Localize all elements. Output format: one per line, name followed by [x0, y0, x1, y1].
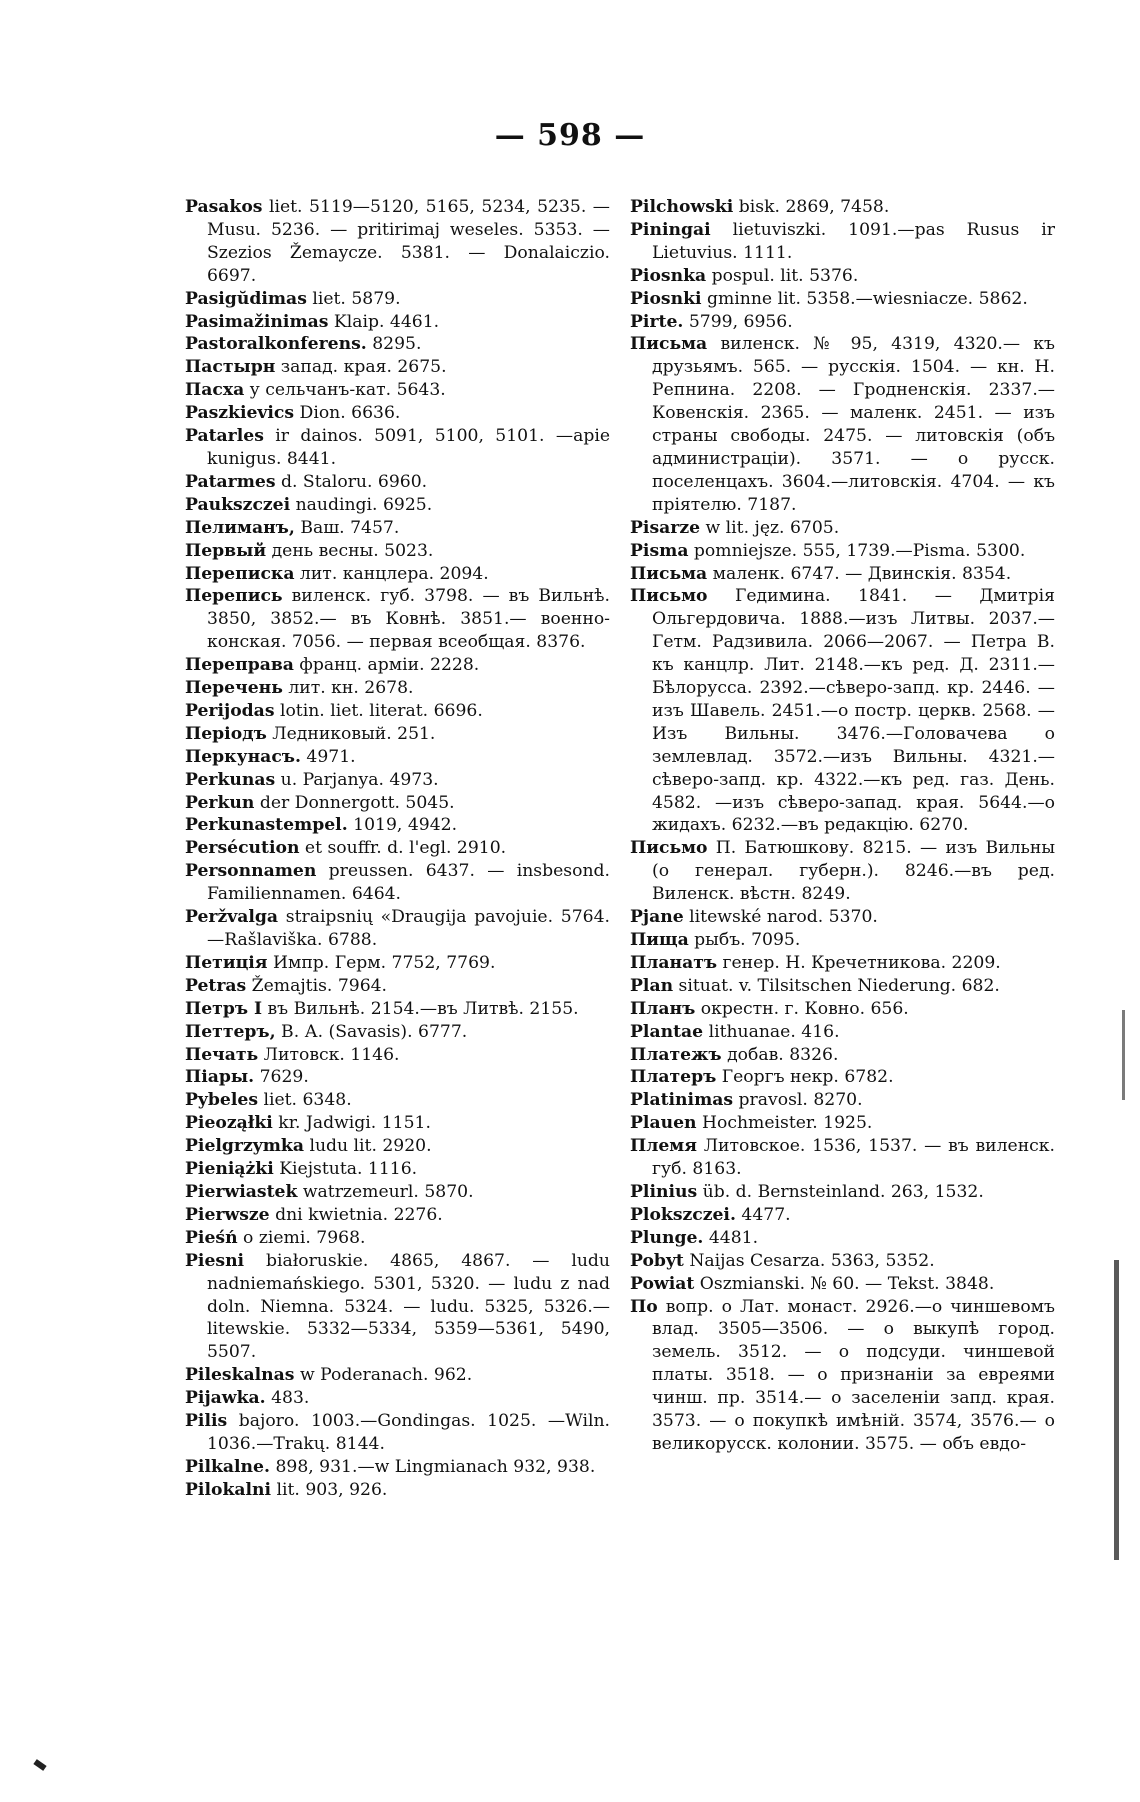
entry-references: d. Staloru. 6960.	[275, 471, 428, 492]
entry-heading: Peržvalga	[185, 907, 279, 928]
index-entry	[630, 585, 1055, 837]
entry-heading: Perkun	[185, 792, 255, 813]
index-entry	[630, 1204, 1055, 1227]
entry-heading: Petras	[185, 975, 247, 996]
index-entry	[185, 585, 610, 654]
entry-references: добав. 8326.	[721, 1044, 839, 1065]
entry-references: bajoro. 1003.—Gondingas. 1025. —Wiln. 1036.—Trakų. 8144.	[207, 1411, 610, 1454]
index-entry	[630, 1112, 1055, 1135]
index-entry	[185, 1112, 610, 1135]
entry-references: лит. кн. 2678.	[282, 678, 414, 699]
entry-heading: Pileskalnas	[185, 1365, 295, 1386]
entry-references: 4481.	[703, 1227, 759, 1248]
entry-references: üb. d. Bernsteinland. 263, 1532.	[697, 1181, 984, 1202]
entry-heading: Plantae	[630, 1021, 704, 1042]
entry-references: Oszmianski. № 60. — Tekst. 3848.	[694, 1273, 995, 1294]
entry-references: въ Вильнѣ. 2154.—въ Литвѣ. 2155.	[262, 998, 579, 1019]
index-entry	[185, 677, 610, 700]
entry-references: лит. канцлера. 2094.	[294, 563, 489, 584]
entry-references: situat. v. Tilsitschen Niederung. 682.	[673, 975, 1000, 996]
index-entry	[630, 1227, 1055, 1250]
entry-heading: Платеръ	[630, 1067, 717, 1088]
entry-references: pospul. lit. 5376.	[706, 265, 859, 286]
entry-references: białoruskie. 4865, 4867. — ludu nadniemańskiego. 5301, 5320. — ludu z nad doln. Niemna. 5324. — ludu. 5325, 5326.—litewskie. 5332—5334, 5359—5361, 5490, 5507.	[207, 1250, 610, 1363]
index-entry	[185, 288, 610, 311]
entry-references: виленск. губ. 3798. — въ Вильнѣ. 3850, 3852.— въ Ковнѣ. 3851.— военно-конская. 7056. — первая всеобщая. 8376.	[207, 586, 610, 653]
entry-heading: Петиція	[185, 952, 268, 973]
index-entry	[630, 1066, 1055, 1089]
entry-references: lit. 903, 926.	[271, 1479, 388, 1500]
index-entry	[185, 1021, 610, 1044]
entry-heading: Pasimažinimas	[185, 311, 329, 332]
index-entry	[630, 333, 1055, 516]
index-column-left	[185, 196, 610, 1502]
entry-references: pravosl. 8270.	[733, 1090, 863, 1111]
entry-heading: Persécution	[185, 838, 300, 859]
index-entry	[185, 517, 610, 540]
entry-references: Литовское. 1536, 1537. — въ виленск. губ. 8163.	[652, 1136, 1055, 1180]
index-entry	[185, 975, 610, 998]
entry-heading: Перкунасъ.	[185, 746, 301, 767]
index-entry	[630, 1296, 1055, 1456]
index-entry	[185, 196, 610, 288]
index-entry	[630, 906, 1055, 929]
entry-references: straipsnių «Draugija pavojuie. 5764.—Rašlaviška. 6788.	[207, 907, 610, 950]
index-entry	[185, 746, 610, 769]
entry-heading: Pasakos	[185, 197, 263, 217]
entry-references: Георгъ некр. 6782.	[716, 1067, 894, 1088]
entry-heading: Pobyt	[630, 1250, 684, 1271]
index-column-right	[630, 196, 1055, 1456]
scan-edge-mark	[1122, 1010, 1125, 1100]
index-entry	[630, 1021, 1055, 1044]
entry-heading: Paukszczei	[185, 494, 291, 515]
index-entry	[630, 311, 1055, 334]
entry-references: Žemajtis. 7964.	[246, 975, 388, 996]
index-entry	[185, 311, 610, 334]
index-entry	[185, 471, 610, 494]
entry-references: Hochmeister. 1925.	[696, 1113, 873, 1134]
entry-references: виленск. № 95, 4319, 4320.— къ друзьямъ. 565. — русскія. 1504. — кн. Н. Репнина. 2208. — Гродненскія. 2337.—Ковенскія. 2365. — маленк. 2451. — изъ страны свободы. 2475. — литовскія (объ администраціи). 3571. — о русск. поселенцахъ. 3604.—литовскія. 4704. — къ пріятелю. 7187.	[652, 334, 1055, 515]
index-entry	[185, 425, 610, 471]
index-entry	[630, 288, 1055, 311]
index-entry	[185, 356, 610, 379]
entry-heading: Pijawka.	[185, 1388, 266, 1409]
entry-heading: Powiat	[630, 1273, 695, 1294]
entry-references: lithuanae. 416.	[703, 1021, 840, 1042]
entry-references: bisk. 2869, 7458.	[733, 197, 890, 217]
index-entry	[185, 769, 610, 792]
entry-references: ir dainos. 5091, 5100, 5101. —apie kunigus. 8441.	[207, 426, 610, 469]
index-entry	[630, 219, 1055, 265]
entry-heading: Письма	[630, 334, 708, 355]
index-entry	[630, 1273, 1055, 1296]
entry-heading: Pieśń	[185, 1227, 238, 1248]
entry-references: В. А. (Savasis). 6777.	[275, 1021, 468, 1042]
entry-heading: Pielgrzymka	[185, 1136, 304, 1157]
entry-references: Klaip. 4461.	[328, 311, 440, 332]
entry-references: у сельчанъ-кат. 5643.	[244, 380, 446, 401]
index-entry	[630, 837, 1055, 906]
index-entry	[630, 517, 1055, 540]
entry-heading: Планъ	[630, 998, 696, 1019]
index-entry	[185, 1479, 610, 1502]
index-entry	[185, 1089, 610, 1112]
index-entry	[185, 540, 610, 563]
entry-heading: Pilchowski	[630, 197, 734, 217]
entry-heading: Piesni	[185, 1250, 245, 1271]
entry-references: 4971.	[300, 746, 356, 767]
index-entry	[630, 1250, 1055, 1273]
entry-heading: Pieoząłki	[185, 1113, 273, 1134]
entry-references: litewské narod. 5370.	[683, 907, 878, 928]
entry-references: Ваш. 7457.	[294, 517, 400, 538]
entry-references: naudingi. 6925.	[290, 494, 433, 515]
index-entry	[630, 1135, 1055, 1181]
index-entry	[185, 952, 610, 975]
entry-heading: Pastoralkonferens.	[185, 334, 367, 355]
index-entry	[185, 998, 610, 1021]
index-entry	[630, 540, 1055, 563]
entry-references: Импр. Герм. 7752, 7769.	[267, 952, 496, 973]
index-entry	[185, 1066, 610, 1089]
entry-heading: Пелиманъ,	[185, 517, 295, 538]
entry-heading: Plinius	[630, 1181, 698, 1202]
entry-references: франц. арміи. 2228.	[293, 655, 480, 676]
index-entry	[185, 1158, 610, 1181]
entry-heading: Пастырн	[185, 357, 276, 378]
index-entry	[630, 1044, 1055, 1067]
entry-references: рыбъ. 7095.	[688, 930, 801, 950]
entry-heading: Первый	[185, 540, 267, 561]
index-entry	[630, 929, 1055, 952]
entry-references: lietuviszki. 1091.—pas Rusus ir Lietuvius. 1111.	[652, 219, 1055, 263]
entry-heading: Письма	[630, 563, 708, 584]
index-entry	[185, 1364, 610, 1387]
scan-speck	[33, 1759, 46, 1771]
entry-heading: Piosnki	[630, 288, 702, 309]
entry-references: u. Parjanya. 4973.	[275, 769, 439, 790]
entry-heading: Петръ I	[185, 998, 263, 1019]
entry-references: Naijas Cesarza. 5363, 5352.	[683, 1250, 935, 1271]
entry-references: dni kwietnia. 2276.	[269, 1204, 443, 1225]
entry-references: liet. 6348.	[258, 1090, 352, 1111]
index-entry	[630, 998, 1055, 1021]
page-number: — 598 —	[494, 118, 646, 153]
entry-heading: Pilkalne.	[185, 1456, 270, 1477]
entry-heading: Patarmes	[185, 471, 276, 492]
index-entry	[185, 1204, 610, 1227]
entry-heading: Pasigŭdimas	[185, 288, 307, 309]
entry-references: Литовск. 1146.	[258, 1044, 400, 1065]
index-entry	[185, 1135, 610, 1158]
entry-heading: Печать	[185, 1044, 259, 1065]
entry-heading: Планатъ	[630, 952, 718, 973]
entry-heading: Pieniążki	[185, 1159, 274, 1180]
entry-references: П. Батюшкову. 8215. — изъ Вильны (о генерал. губерн.). 8246.—въ ред. Виленск. вѣстн. 8249.	[652, 838, 1055, 905]
entry-references: день весны. 5023.	[266, 540, 434, 561]
entry-heading: Piningai	[630, 219, 711, 240]
index-entry	[185, 837, 610, 860]
entry-references: watrzemeurl. 5870.	[297, 1181, 474, 1202]
entry-references: ludu lit. 2920.	[303, 1136, 432, 1157]
entry-heading: Pisma	[630, 540, 689, 561]
entry-heading: Перечень	[185, 678, 283, 699]
entry-references: Kiejstuta. 1116.	[273, 1159, 418, 1180]
index-entry	[185, 1227, 610, 1250]
entry-references: w Poderanach. 962.	[294, 1365, 473, 1386]
entry-references: lotin. liet. literat. 6696.	[274, 700, 483, 721]
entry-references: Dion. 6636.	[294, 403, 401, 424]
entry-heading: Plauen	[630, 1113, 697, 1134]
entry-heading: Platinimas	[630, 1090, 734, 1111]
entry-references: pomniejsze. 555, 1739.—Pisma. 5300.	[688, 540, 1026, 561]
entry-heading: Plokszczei.	[630, 1204, 736, 1225]
entry-heading: Perkunas	[185, 769, 276, 790]
entry-heading: Переправа	[185, 655, 294, 676]
index-entry	[185, 1410, 610, 1456]
entry-references: запад. края. 2675.	[275, 357, 447, 378]
index-entry	[185, 494, 610, 517]
index-entry	[630, 196, 1055, 219]
entry-heading: Pirte.	[630, 311, 684, 332]
index-entry	[630, 1181, 1055, 1204]
entry-heading: Pilokalni	[185, 1479, 272, 1500]
entry-heading: Pjane	[630, 907, 684, 928]
entry-heading: Paszkievics	[185, 403, 295, 424]
entry-heading: Perijodas	[185, 700, 275, 721]
index-entry	[185, 333, 610, 356]
entry-heading: Pisarze	[630, 517, 701, 538]
entry-references: 4477.	[735, 1204, 791, 1225]
entry-references: Гедимина. 1841. — Дмитрія Ольгердовича. 1888.—изъ Литвы. 2037.—Гетм. Радзивила. 2066—2067. — Петра В. къ канцлр. Лит. 2148.—къ ред. Д. 2311.—Бѣлорусса. 2392.—сѣверо-запд. кр. 2446. —изъ Шавель. 2451.—о постр. церкв. 2568. —Изъ Вильны. 3476.—Головачева о землевлад. 3572.—изъ Вильны. 4321.—сѣверо-запд. кр. 4322.—къ ред. газ. День. 4582. —изъ сѣверо-запад. края. 5644.—о жидахъ. 6232.—въ редакцію. 6270.	[652, 586, 1055, 836]
entry-references: 483.	[265, 1388, 310, 1409]
index-entry	[630, 975, 1055, 998]
entry-references: preussen. 6437. — insbesond. Familiennamen. 6464.	[207, 861, 610, 905]
index-entry	[185, 563, 610, 586]
entry-heading: Pilis	[185, 1411, 228, 1432]
entry-heading: Perkunastempel.	[185, 815, 348, 836]
index-entry	[185, 906, 610, 952]
entry-heading: Племя	[630, 1136, 697, 1157]
index-entry	[185, 723, 610, 746]
entry-references: et souffr. d. l'egl. 2910.	[299, 838, 507, 859]
entry-heading: Пасха	[185, 380, 245, 401]
entry-heading: Періодъ	[185, 723, 267, 744]
index-entry	[630, 1089, 1055, 1112]
index-entry	[185, 1250, 610, 1365]
entry-heading: Пища	[630, 930, 689, 950]
index-entry	[630, 563, 1055, 586]
index-entry	[185, 379, 610, 402]
entry-references: liet. 5879.	[306, 288, 401, 309]
entry-references: вопр. о Лат. монаст. 2926.—о чиншевомъ влад. 3505—3506. — о выкупѣ город. земель. 3512. — о подсуди. чиншевой платы. 3518. — о признаніи за евреями чинш. пр. 3514.— о заселеніи запд. края. 3573. — о покупкѣ имѣній. 3574, 3576.— о великорусск. колонии. 3575. — объ евдо-	[652, 1296, 1055, 1454]
index-entry	[185, 860, 610, 906]
index-entry	[185, 654, 610, 677]
index-entry	[630, 265, 1055, 288]
entry-references: liet. 5119—5120, 5165, 5234, 5235. — Musu. 5236. — pritirimaj weseles. 5353. — Szezios Žemaycze. 5381. — Donalaiczio. 6697.	[207, 197, 610, 286]
entry-references: Ледниковый. 251.	[266, 723, 436, 744]
entry-references: 898, 931.—w Lingmianach 932, 938.	[269, 1456, 596, 1477]
entry-heading: Петтеръ,	[185, 1021, 276, 1042]
entry-references: o ziemi. 7968.	[237, 1227, 366, 1248]
index-entry	[630, 952, 1055, 975]
entry-references: 7629.	[254, 1067, 309, 1088]
index-entry	[185, 1387, 610, 1410]
entry-references: kr. Jadwigi. 1151.	[272, 1113, 431, 1134]
index-entry	[185, 792, 610, 815]
entry-references: маленк. 6747. — Двинскія. 8354.	[707, 563, 1012, 584]
entry-heading: Піары.	[185, 1067, 255, 1088]
entry-heading: По	[630, 1296, 658, 1317]
entry-heading: Письмо	[630, 586, 708, 607]
index-entry	[185, 1456, 610, 1479]
index-entry	[185, 1044, 610, 1067]
entry-references: 8295.	[366, 334, 422, 355]
entry-references: 5799, 6956.	[683, 311, 793, 332]
index-entry	[185, 402, 610, 425]
scan-edge-mark	[1114, 1260, 1119, 1560]
entry-heading: Plan	[630, 975, 674, 996]
entry-references: gminne lit. 5358.—wiesniacze. 5862.	[701, 288, 1028, 309]
entry-references: 1019, 4942.	[347, 815, 458, 836]
entry-heading: Переписка	[185, 563, 295, 584]
entry-heading: Piosnka	[630, 265, 707, 286]
entry-heading: Платежъ	[630, 1044, 722, 1065]
entry-heading: Pierwsze	[185, 1204, 270, 1225]
entry-references: w lit. jęz. 6705.	[700, 517, 840, 538]
index-entry	[185, 1181, 610, 1204]
index-entry	[185, 814, 610, 837]
entry-heading: Письмо	[630, 838, 708, 859]
entry-heading: Personnamen	[185, 861, 317, 882]
entry-heading: Patarles	[185, 426, 264, 447]
entry-heading: Plunge.	[630, 1227, 704, 1248]
entry-heading: Перепись	[185, 586, 283, 607]
entry-references: окрестн. г. Ковно. 656.	[695, 998, 909, 1019]
entry-references: der Donnergott. 5045.	[254, 792, 455, 813]
entry-heading: Pybeles	[185, 1090, 259, 1111]
entry-references: генер. Н. Кречетникова. 2209.	[717, 952, 1001, 973]
entry-heading: Pierwiastek	[185, 1181, 298, 1202]
index-entry	[185, 700, 610, 723]
